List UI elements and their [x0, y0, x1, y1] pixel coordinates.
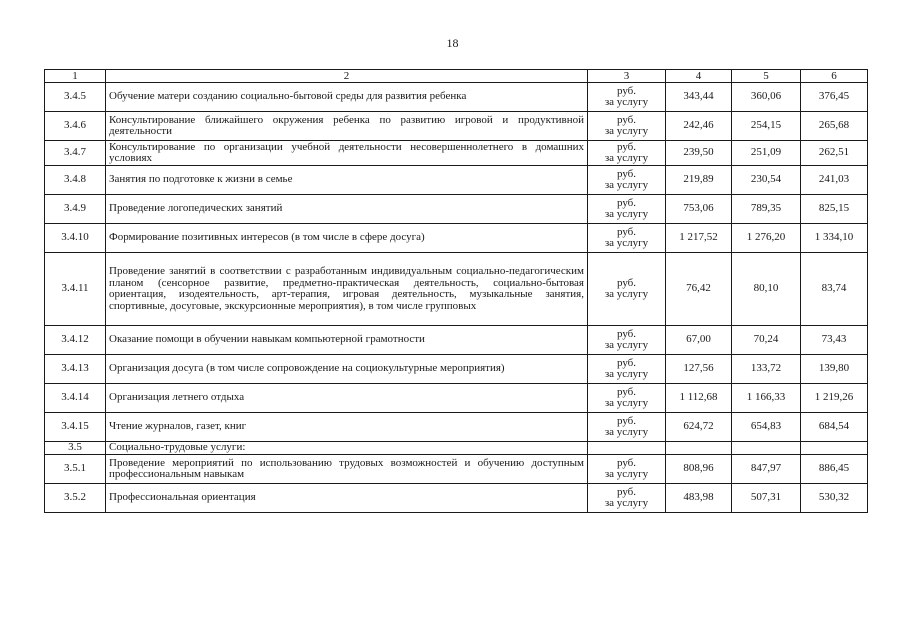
service-description: Занятия по подготовке к жизни в семье	[106, 166, 588, 195]
unit-of-measure: руб. за услугу	[588, 355, 666, 384]
tariff-value-col5: 230,54	[732, 166, 801, 195]
service-code: 3.4.12	[45, 326, 106, 355]
tariff-value-col5: 254,15	[732, 112, 801, 141]
unit-of-measure: руб. за услугу	[588, 384, 666, 413]
table-row	[45, 83, 868, 112]
unit-of-measure: руб. за услугу	[588, 455, 666, 484]
tariff-value-col6: 530,32	[801, 484, 868, 513]
service-code: 3.4.10	[45, 224, 106, 253]
tariff-value-col6: 1 219,26	[801, 384, 868, 413]
unit-of-measure	[588, 442, 666, 455]
tariff-value-col5: 789,35	[732, 195, 801, 224]
column-number-row	[45, 70, 868, 83]
table-row	[45, 355, 868, 384]
tariff-value-col6: 684,54	[801, 413, 868, 442]
service-description: Чтение журналов, газет, книг	[106, 413, 588, 442]
service-description: Проведение логопедических занятий	[106, 195, 588, 224]
column-number: 6	[801, 70, 868, 83]
service-code: 3.5.1	[45, 455, 106, 484]
tariff-value-col5: 1 276,20	[732, 224, 801, 253]
service-description: Организация летнего отдыха	[106, 384, 588, 413]
tariff-value-col5: 654,83	[732, 413, 801, 442]
tariff-value-col6: 139,80	[801, 355, 868, 384]
unit-of-measure: руб. за услугу	[588, 141, 666, 166]
unit-of-measure: руб. за услугу	[588, 112, 666, 141]
service-description: Обучение матери созданию социально-бытовой среды для развития ребенка	[106, 83, 588, 112]
service-description: Формирование позитивных интересов (в том числе в сфере досуга)	[106, 224, 588, 253]
tariff-value-col6: 262,51	[801, 141, 868, 166]
tariff-value-col4: 239,50	[666, 141, 732, 166]
tariff-value-col4: 343,44	[666, 83, 732, 112]
tariff-value-col5: 847,97	[732, 455, 801, 484]
service-code: 3.5	[45, 442, 106, 455]
table-row	[45, 141, 868, 166]
service-code: 3.4.6	[45, 112, 106, 141]
tariff-value-col5: 1 166,33	[732, 384, 801, 413]
column-number: 5	[732, 70, 801, 83]
tariff-value-col6: 83,74	[801, 253, 868, 326]
service-code: 3.4.13	[45, 355, 106, 384]
service-description: Профессиональная ориентация	[106, 484, 588, 513]
tariff-value-col5: 133,72	[732, 355, 801, 384]
unit-of-measure: руб. за услугу	[588, 224, 666, 253]
service-code: 3.4.15	[45, 413, 106, 442]
tariff-value-col6: 73,43	[801, 326, 868, 355]
tariff-value-col4: 1 217,52	[666, 224, 732, 253]
tariff-value-col5	[732, 442, 801, 455]
tariff-value-col6: 825,15	[801, 195, 868, 224]
tariff-value-col4: 219,89	[666, 166, 732, 195]
service-code: 3.5.2	[45, 484, 106, 513]
tariff-value-col6: 886,45	[801, 455, 868, 484]
table-row	[45, 413, 868, 442]
tariff-value-col4: 808,96	[666, 455, 732, 484]
tariff-value-col5: 251,09	[732, 141, 801, 166]
service-code: 3.4.11	[45, 253, 106, 326]
service-code: 3.4.9	[45, 195, 106, 224]
tariff-value-col5: 507,31	[732, 484, 801, 513]
tariff-value-col4: 483,98	[666, 484, 732, 513]
service-description: Проведение мероприятий по использованию трудовых возможностей и обучению доступным профессиональным навыкам	[106, 455, 588, 484]
tariff-value-col4	[666, 442, 732, 455]
tariff-value-col4: 624,72	[666, 413, 732, 442]
tariff-value-col6: 1 334,10	[801, 224, 868, 253]
table-row	[45, 442, 868, 455]
tariff-value-col6: 376,45	[801, 83, 868, 112]
service-description: Консультирование ближайшего окружения ребенка по развитию игровой и продуктивной деятельности	[106, 112, 588, 141]
tariff-value-col6: 265,68	[801, 112, 868, 141]
service-description: Консультирование по организации учебной деятельности несовершеннолетнего в домашних условиях	[106, 141, 588, 166]
service-description: Социально-трудовые услуги:	[106, 442, 588, 455]
unit-of-measure: руб. за услугу	[588, 83, 666, 112]
tariff-value-col5: 360,06	[732, 83, 801, 112]
column-number: 2	[106, 70, 588, 83]
tariff-value-col4: 1 112,68	[666, 384, 732, 413]
unit-of-measure: руб. за услугу	[588, 413, 666, 442]
tariff-value-col6	[801, 442, 868, 455]
unit-of-measure: руб. за услугу	[588, 326, 666, 355]
tariff-table	[44, 69, 868, 513]
table-row	[45, 224, 868, 253]
column-number: 4	[666, 70, 732, 83]
service-code: 3.4.8	[45, 166, 106, 195]
tariff-value-col4: 753,06	[666, 195, 732, 224]
service-code: 3.4.14	[45, 384, 106, 413]
tariff-value-col4: 67,00	[666, 326, 732, 355]
tariff-value-col5: 70,24	[732, 326, 801, 355]
tariff-value-col5: 80,10	[732, 253, 801, 326]
tariff-value-col4: 242,46	[666, 112, 732, 141]
service-description: Организация досуга (в том числе сопровождение на социокультурные мероприятия)	[106, 355, 588, 384]
table-row	[45, 455, 868, 484]
table-row	[45, 166, 868, 195]
tariff-value-col6: 241,03	[801, 166, 868, 195]
column-number: 3	[588, 70, 666, 83]
unit-of-measure: руб. за услугу	[588, 195, 666, 224]
unit-of-measure: руб. за услугу	[588, 166, 666, 195]
service-code: 3.4.5	[45, 83, 106, 112]
service-code: 3.4.7	[45, 141, 106, 166]
table-row	[45, 112, 868, 141]
page-number: 18	[446, 36, 459, 50]
service-description: Проведение занятий в соответствии с разработанным индивидуальным социально-педагогическим планом (сенсорное развитие, предметно-практическая деятельность, социально-бытовая ориентация, изодеятельность, арт-терапия, игровая деятельность, музыкальные занятия, спортивные, досуговые, экскурсионные мероприятия), в том числе групповых	[106, 253, 588, 326]
table-row	[45, 326, 868, 355]
table-row	[45, 484, 868, 513]
table-row	[45, 253, 868, 326]
tariff-value-col4: 76,42	[666, 253, 732, 326]
service-description: Оказание помощи в обучении навыкам компьютерной грамотности	[106, 326, 588, 355]
table-row	[45, 195, 868, 224]
table-row	[45, 384, 868, 413]
unit-of-measure: руб. за услугу	[588, 484, 666, 513]
tariff-value-col4: 127,56	[666, 355, 732, 384]
unit-of-measure: руб. за услугу	[588, 253, 666, 326]
column-number: 1	[45, 70, 106, 83]
